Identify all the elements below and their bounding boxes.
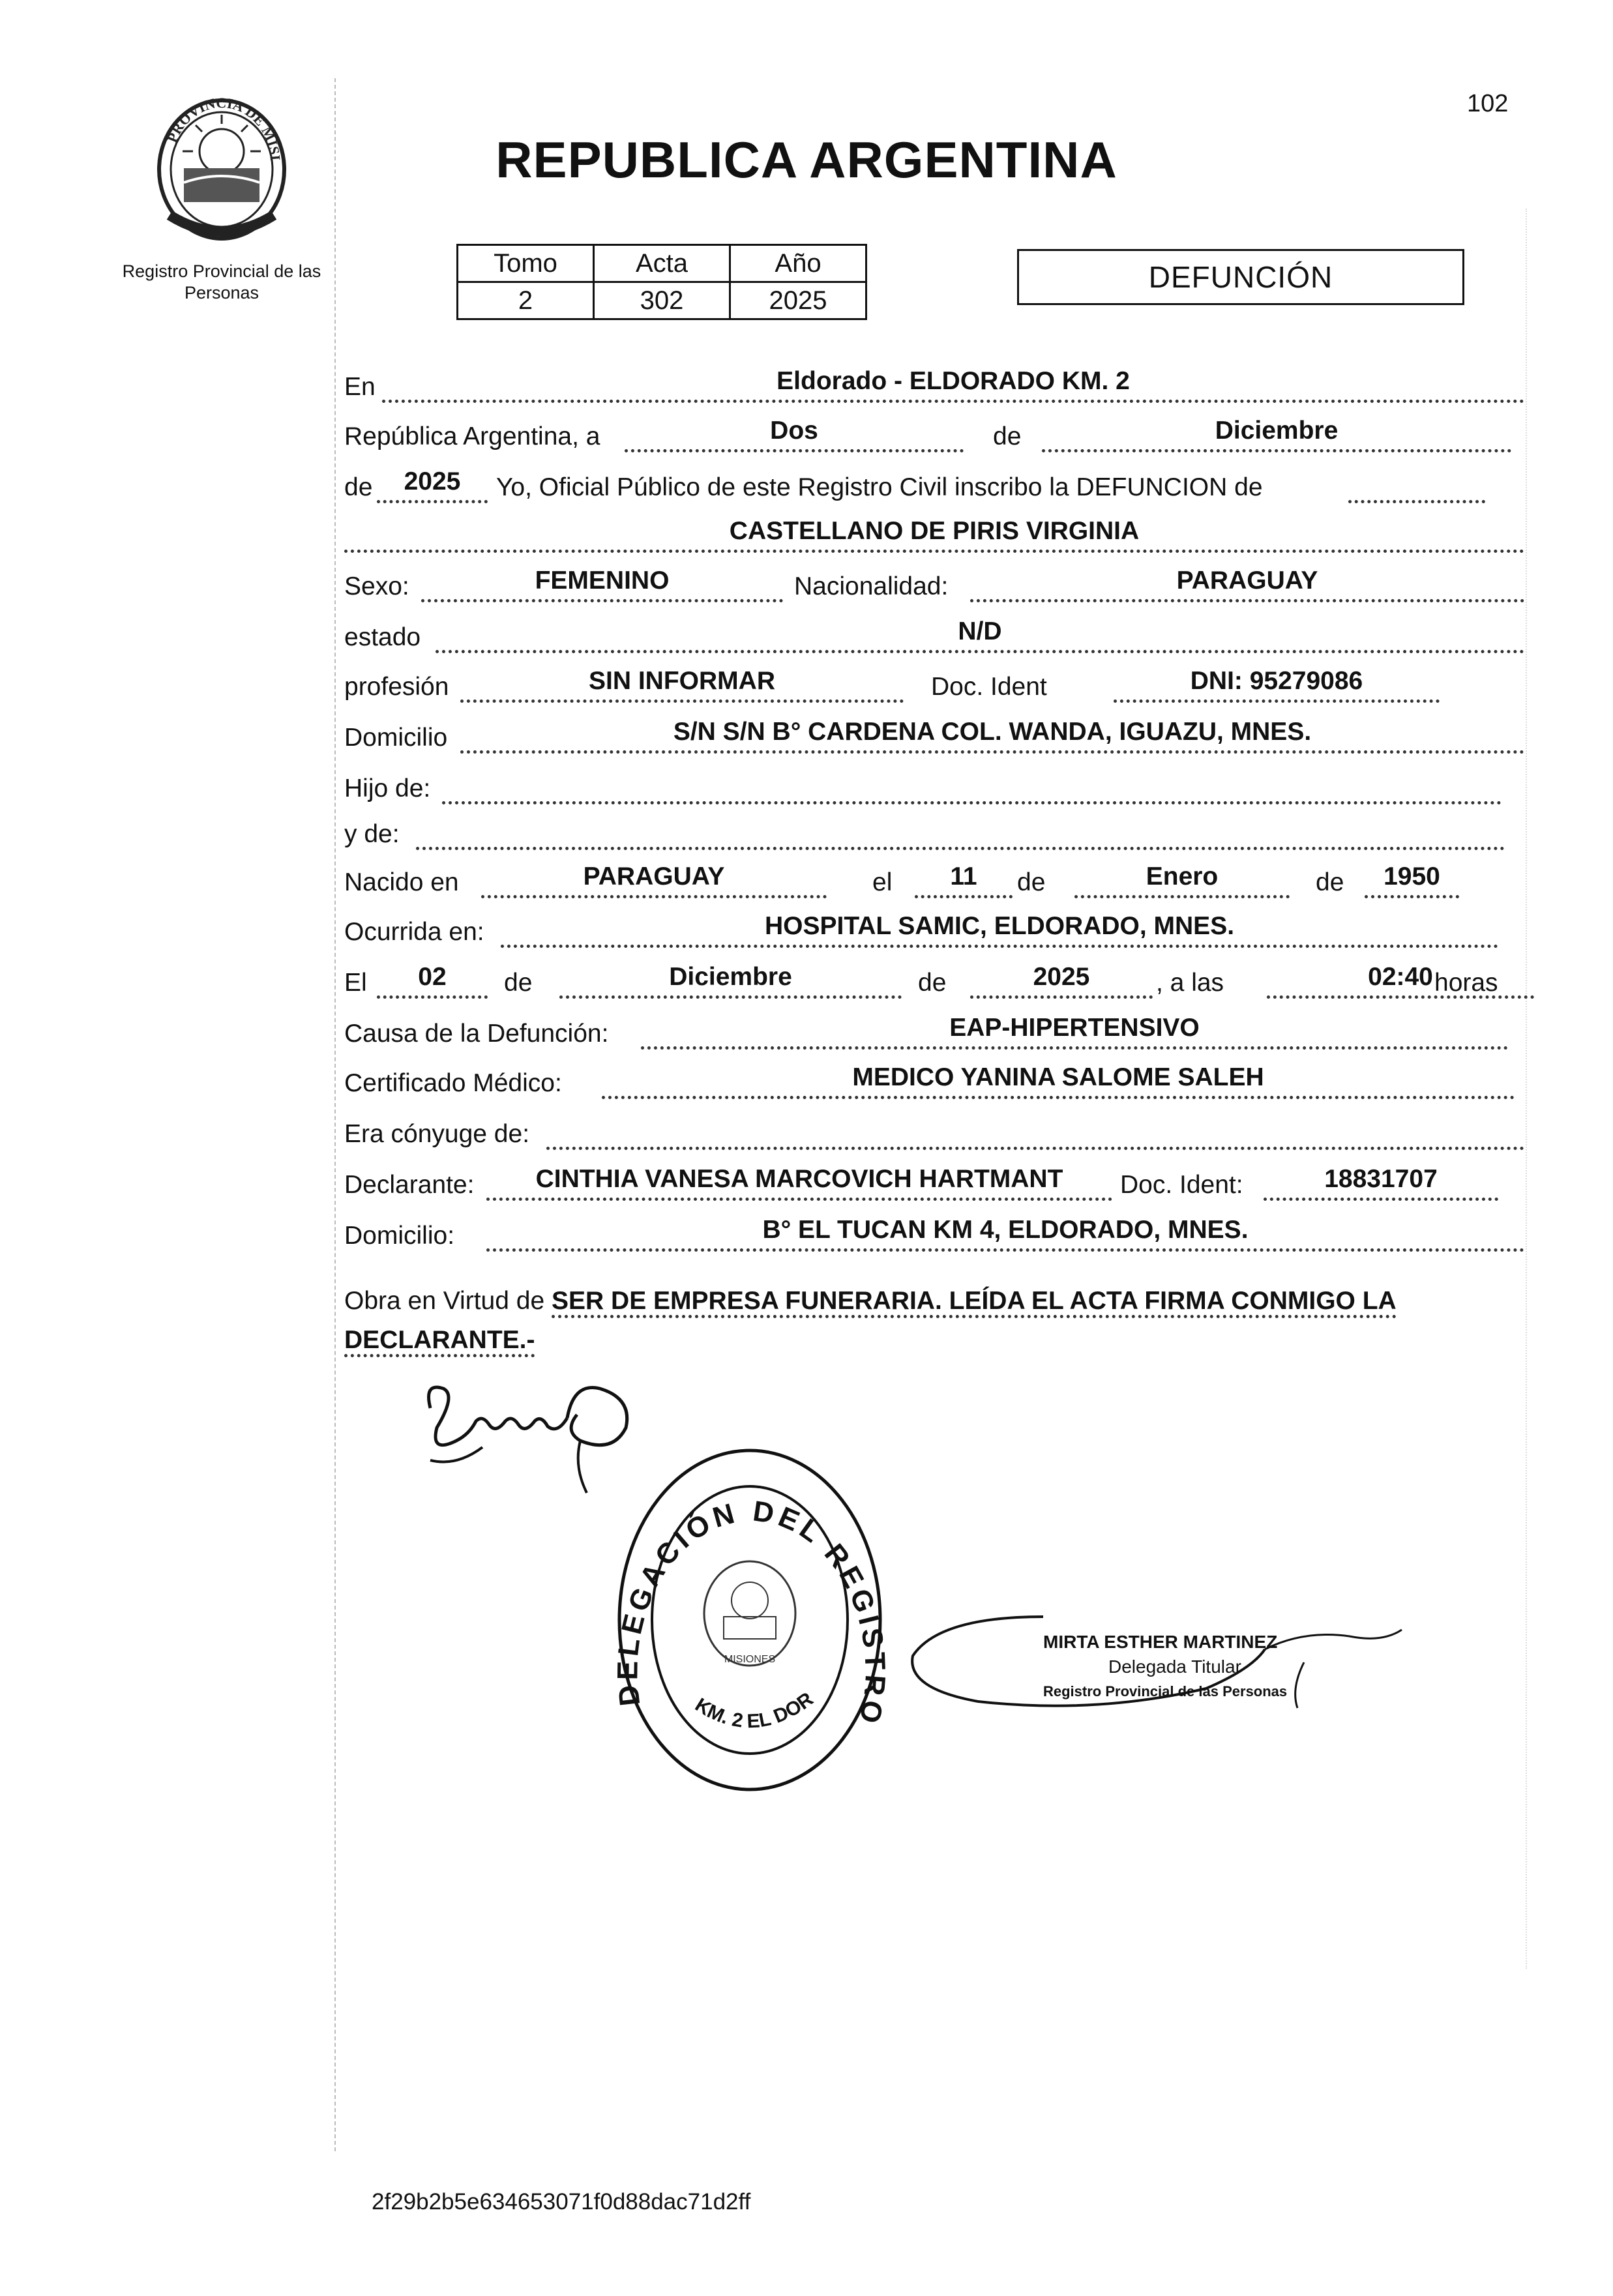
- value-anio-defuncion: 2025: [1033, 963, 1090, 991]
- value-certificado: MEDICO YANINA SALOME SALEH: [852, 1063, 1264, 1091]
- label-el-fecha: El: [344, 969, 367, 997]
- field-dia-nacimiento: [915, 857, 1013, 898]
- acta-value-anio: 2025: [730, 282, 866, 319]
- field-conyuge: [546, 1109, 1524, 1150]
- field-dia: [625, 411, 964, 452]
- label-inscripcion: Yo, Oficial Público de este Registro Civil inscribo la DEFUNCION de: [496, 473, 1263, 501]
- value-doc-declarante: 18831707: [1324, 1165, 1438, 1193]
- row-en: [344, 365, 1524, 404]
- page-title: REPUBLICA ARGENTINA: [496, 131, 1117, 188]
- stamp-inner-text: KM. 2 EL DOR: [691, 1688, 818, 1733]
- field-nacionalidad: [970, 561, 1524, 602]
- field-profesion: [460, 662, 904, 703]
- label-republica: República Argentina, a: [344, 422, 600, 450]
- row-nombre: [344, 515, 1524, 554]
- field-estado: [436, 612, 1524, 653]
- value-declarante: CINTHIA VANESA MARCOVICH HARTMANT: [535, 1165, 1063, 1193]
- stamp-center-text: MISIONES: [724, 1654, 776, 1665]
- field-domicilio: [460, 713, 1524, 754]
- value-nacionalidad: PARAGUAY: [1176, 567, 1318, 595]
- label-de: de: [993, 422, 1022, 450]
- label-de-anio: de: [344, 473, 373, 501]
- label-obra: Obra en Virtud de: [344, 1287, 545, 1315]
- field-anio: [377, 462, 488, 503]
- acta-header-acta: Acta: [594, 245, 730, 282]
- registry-stamp: [606, 1441, 893, 1806]
- label-nacido: Nacido en: [344, 868, 459, 896]
- label-domicilio: Domicilio: [344, 724, 448, 752]
- label-hijo: Hijo de:: [344, 774, 431, 802]
- value-dia-nacimiento: 11: [950, 862, 977, 890]
- value-mes-defuncion: Diciembre: [669, 963, 792, 991]
- row-conyuge: [344, 1112, 1524, 1151]
- label-sexo: Sexo:: [344, 572, 409, 600]
- field-yde: [416, 809, 1505, 850]
- value-hora: 02:40: [1368, 963, 1433, 991]
- label-causa: Causa de la Defunción:: [344, 1020, 609, 1048]
- row-fecha-defuncion: [344, 961, 1524, 1000]
- value-sexo: FEMENINO: [535, 567, 670, 595]
- value-dia-defuncion: 02: [418, 963, 447, 991]
- field-dia-defuncion: [377, 958, 488, 999]
- document-type-box: DEFUNCIÓN: [1017, 249, 1464, 305]
- label-profesion: profesión: [344, 673, 449, 701]
- value-doc-ident: DNI: 95279086: [1190, 667, 1363, 695]
- value-obra-line2: DECLARANTE.-: [344, 1326, 535, 1357]
- seal-text: PROVINCIA DE MISI: [163, 94, 284, 162]
- label-de-fecha-1: de: [504, 969, 533, 997]
- acta-value-tomo: 2: [458, 282, 594, 319]
- field-certificado: [602, 1058, 1515, 1099]
- value-lugar-nacimiento: PARAGUAY: [583, 862, 725, 890]
- row-yde: [344, 812, 1524, 851]
- row-estado: [344, 615, 1524, 655]
- field-ocurrida: [501, 907, 1498, 948]
- field-doc-ident: [1114, 662, 1440, 703]
- field-mes-defuncion: [559, 958, 902, 999]
- field-sexo: [421, 561, 783, 602]
- value-domicilio-declarante: B° EL TUCAN KM 4, ELDORADO, MNES.: [762, 1216, 1249, 1244]
- field-anio-nacimiento: [1365, 857, 1459, 898]
- row-sexo: [344, 565, 1524, 604]
- value-anio: 2025: [404, 467, 461, 495]
- field-declarante: [486, 1160, 1112, 1201]
- value-lugar: Eldorado - ELDORADO KM. 2: [777, 367, 1130, 395]
- row-certificado: [344, 1061, 1524, 1100]
- value-ocurrida: HOSPITAL SAMIC, ELDORADO, MNES.: [764, 912, 1235, 940]
- svg-text:DELEGACIÓN DEL REGISTRO DE LAS: [606, 1441, 891, 1729]
- value-domicilio: S/N S/N B° CARDENA COL. WANDA, IGUAZU, MNES.: [673, 718, 1312, 746]
- label-en: En: [344, 373, 376, 401]
- document-hash: 2f29b2b5e634653071f0d88dac71d2ff: [372, 2189, 751, 2215]
- value-anio-nacimiento: 1950: [1384, 862, 1440, 890]
- label-de-1: de: [1017, 868, 1046, 896]
- label-nacionalidad: Nacionalidad:: [794, 572, 949, 600]
- right-margin-line: [1526, 209, 1527, 1969]
- field-causa: [641, 1008, 1508, 1050]
- stamp-outer-text: DELEGACIÓN DEL REGISTRO: [612, 1495, 891, 1730]
- label-yde: y de:: [344, 820, 400, 848]
- value-obra-line1: SER DE EMPRESA FUNERARIA. LEÍDA EL ACTA FIRMA CONMIGO LA: [552, 1287, 1397, 1318]
- row-ocurrida: [344, 910, 1524, 949]
- obra-en-virtud: [344, 1282, 1524, 1360]
- field-mes-nacimiento: [1074, 857, 1290, 898]
- page-number: 102: [1467, 90, 1509, 117]
- value-causa: EAP-HIPERTENSIVO: [949, 1014, 1200, 1042]
- label-de-fecha-2: de: [918, 969, 947, 997]
- label-horas: horas: [1434, 969, 1498, 997]
- row-anio: [344, 465, 1524, 505]
- label-declarante: Declarante:: [344, 1171, 475, 1199]
- value-dia: Dos: [770, 417, 818, 445]
- acta-table: [456, 244, 867, 320]
- registry-name: Registro Provincial de las Personas: [122, 261, 321, 302]
- label-doc-ident: Doc. Ident: [931, 673, 1047, 701]
- label-el: el: [872, 868, 893, 896]
- value-profesion: SIN INFORMAR: [589, 667, 775, 695]
- row-causa: [344, 1012, 1524, 1051]
- field-anio-defuncion: [970, 958, 1153, 999]
- acta-value-acta: 302: [594, 282, 730, 319]
- label-de-2: de: [1316, 868, 1344, 896]
- row-nacido: [344, 861, 1524, 900]
- field-nombre: [344, 512, 1524, 553]
- field-mes: [1042, 411, 1511, 452]
- row-domicilio: [344, 716, 1524, 755]
- official-block: [1043, 1630, 1287, 1704]
- official-org: Registro Provincial de las Personas: [1043, 1683, 1288, 1700]
- label-certificado: Certificado Médico:: [344, 1069, 562, 1097]
- value-mes-nacimiento: Enero: [1146, 862, 1219, 890]
- left-margin-line: [334, 78, 336, 2151]
- label-doc-declarante: Doc. Ident:: [1120, 1171, 1243, 1199]
- row-profesion: [344, 665, 1524, 704]
- label-estado: estado: [344, 623, 421, 651]
- row-hijo: [344, 767, 1524, 806]
- field-doc-declarante: [1264, 1160, 1498, 1201]
- value-nombre: CASTELLANO DE PIRIS VIRGINIA: [729, 517, 1140, 545]
- acta-header-anio: Año: [730, 245, 866, 282]
- row-domicilio-declarante: [344, 1214, 1524, 1253]
- value-estado: N/D: [958, 617, 1002, 645]
- field-hijo: [442, 763, 1502, 804]
- field-lugar: [382, 362, 1524, 403]
- label-conyuge: Era cónyuge de:: [344, 1120, 530, 1148]
- label-ocurrida: Ocurrida en:: [344, 918, 484, 946]
- label-domicilio-declarante: Domicilio:: [344, 1222, 455, 1250]
- field-lugar-nacimiento: [481, 857, 827, 898]
- row-declarante: [344, 1163, 1524, 1202]
- official-role: Delegada Titular: [1108, 1656, 1241, 1677]
- official-name: MIRTA ESTHER MARTINEZ: [1043, 1632, 1278, 1652]
- field-trailing: [1348, 462, 1485, 503]
- acta-header-tomo: Tomo: [458, 245, 594, 282]
- row-republica: [344, 415, 1524, 454]
- field-domicilio-declarante: [486, 1211, 1524, 1252]
- value-mes: Diciembre: [1215, 417, 1339, 445]
- label-a-las: , a las: [1156, 969, 1224, 997]
